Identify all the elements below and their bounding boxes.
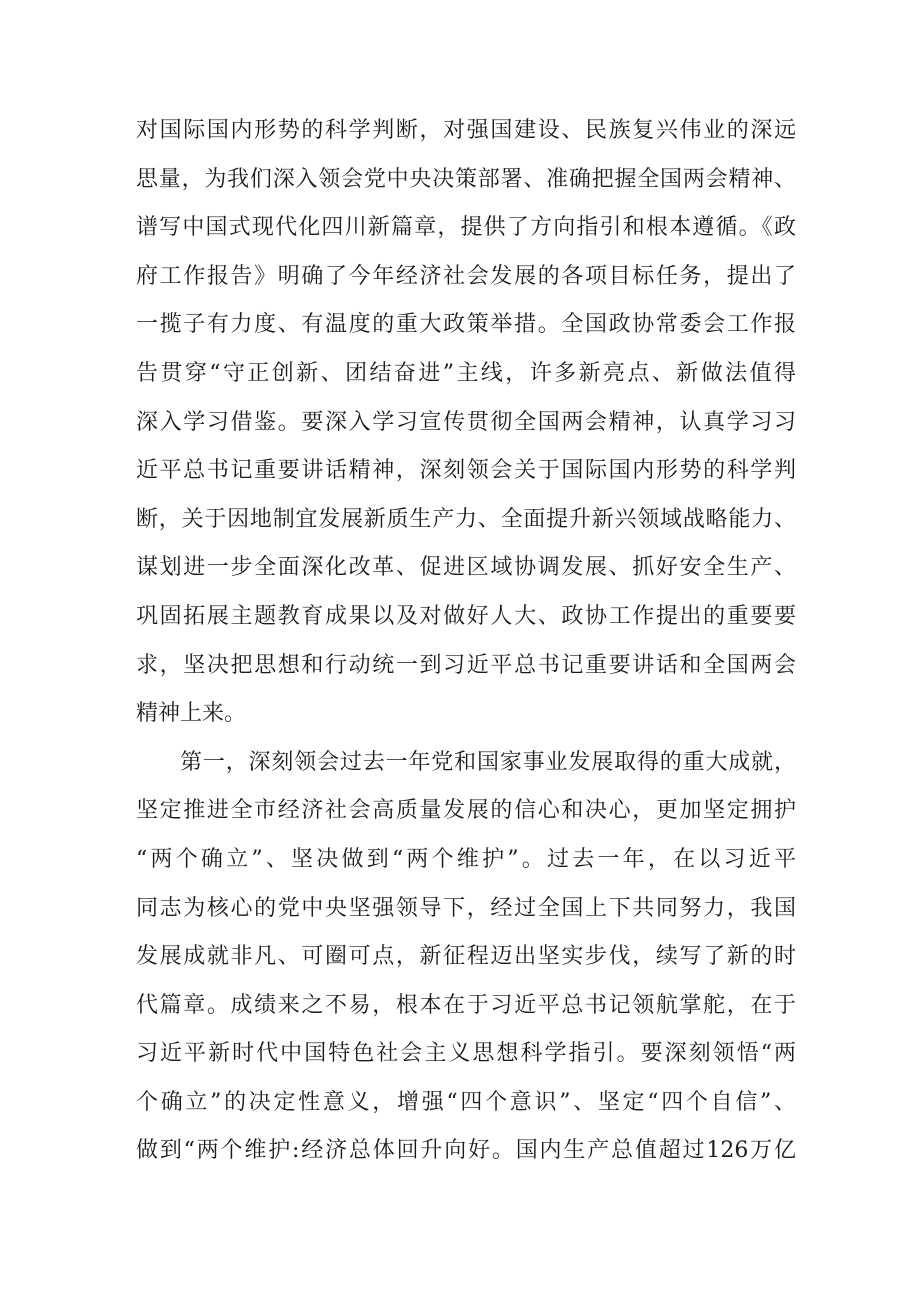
paragraph-first-point <box>136 739 796 1176</box>
text-line: 对国际国内形势的科学判断，对强国建设、民族复兴伟业的深远 <box>136 118 796 143</box>
text-line: 习近平新时代中国特色社会主义思想科学指引。要深刻领悟“两 <box>136 1041 796 1067</box>
text-line: 谱写中国式现代化四川新篇章，提供了方向指引和根本遵循。《政 <box>136 215 796 241</box>
text-line: 思量，为我们深入领会党中央决策部署、准确把握全国两会精神、 <box>136 166 796 192</box>
text-line: 求，坚决把思想和行动统一到习近平总书记重要讲话和全国两会 <box>136 652 796 678</box>
text-line: 深入学习借鉴。要深入学习宣传贯彻全国两会精神，认真学习习 <box>136 409 796 435</box>
text-line: 告贯穿“守正创新、团结奋进”主线，许多新亮点、新做法值得 <box>136 360 796 386</box>
text-line: 精神上来。 <box>136 701 247 727</box>
paragraph-continuation <box>136 107 796 739</box>
text-line: 府工作报告》明确了今年经济社会发展的各项目标任务，提出了 <box>136 263 796 289</box>
text-line: 坚定推进全市经济社会高质量发展的信心和决心，更加坚定拥护 <box>136 798 796 824</box>
text-line: 巩固拓展主题教育成果以及对做好人大、政协工作提出的重要要 <box>136 603 796 629</box>
text-line: 代篇章。成绩来之不易，根本在于习近平总书记领航掌舵，在于 <box>136 992 796 1018</box>
text-line: 一揽子有力度、有温度的重大政策举措。全国政协常委会工作报 <box>136 312 796 338</box>
text-line: 同志为核心的党中央坚强领导下，经过全国上下共同努力，我国 <box>136 895 796 921</box>
text-line: “两个确立”、坚决做到“两个维护”。过去一年，在以习近平 <box>136 846 796 872</box>
text-line: 近平总书记重要讲话精神，深刻领会关于国际国内形势的科学判 <box>136 458 796 484</box>
text-line: 断，关于因地制宜发展新质生产力、全面提升新兴领域战略能力、 <box>136 506 796 532</box>
document-body <box>136 107 796 1176</box>
text-line: 发展成就非凡、可圈可点，新征程迈出坚实步伐，续写了新的时 <box>136 944 796 970</box>
text-line: 做到“两个维护:经济总体回升向好。国内生产总值超过126万亿 <box>136 1138 796 1164</box>
text-line: 谋划进一步全面深化改革、促进区域协调发展、抓好安全生产、 <box>136 555 796 581</box>
text-line: 第一，深刻领会过去一年党和国家事业发展取得的重大成就， <box>180 749 796 775</box>
text-line: 个确立”的决定性意义，增强“四个意识”、坚定“四个自信”、 <box>136 1089 796 1115</box>
